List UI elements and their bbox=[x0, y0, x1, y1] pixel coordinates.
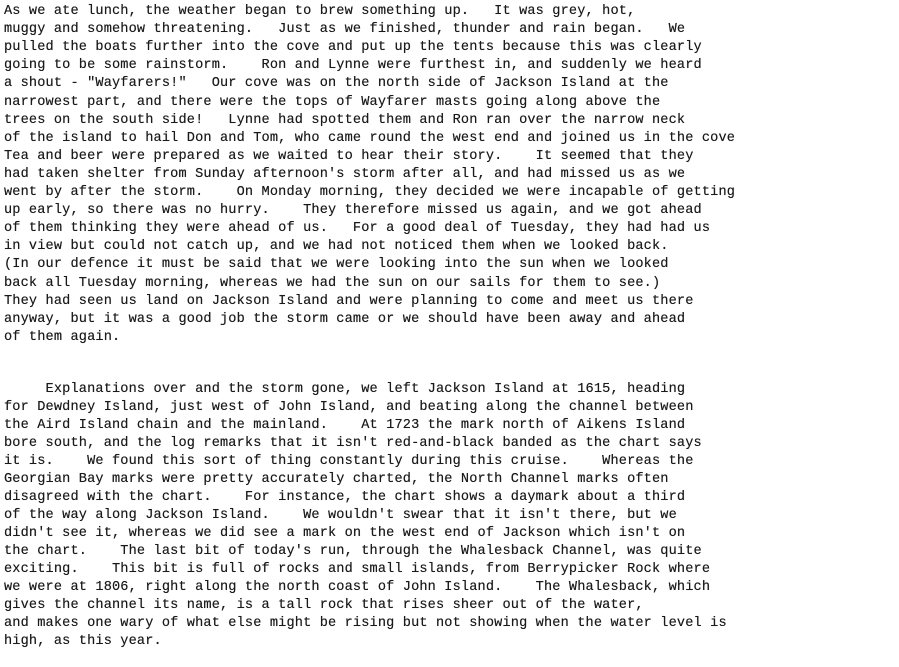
text-line: had taken shelter from Sunday afternoon's storm after all, and had missed us as we bbox=[4, 166, 686, 182]
text-line: of the way along Jackson Island. We wouldn't swear that it isn't there, but we bbox=[4, 508, 677, 523]
text-line: and makes one wary of what else might be rising but not showing when the water level is bbox=[4, 616, 727, 631]
text-line: going to be some rainstorm. Ron and Lynne were furthest in, and suddenly we heard bbox=[4, 58, 702, 74]
text-line: in view but could not catch up, and we had not noticed them when we looked back. bbox=[4, 239, 669, 255]
text-line: back all Tuesday morning, whereas we had the sun on our sails for them to see.) bbox=[4, 275, 661, 291]
text-line: we were at 1806, right along the north coast of John Island. The Whalesback, which bbox=[4, 580, 711, 595]
text-line: a shout - "Wayfarers!" Our cove was on the north side of Jackson Island at the bbox=[4, 76, 669, 92]
text-line: of them again. bbox=[4, 329, 121, 345]
text-line: the Aird Island chain and the mainland. At 1723 the mark north of Aikens Island bbox=[4, 418, 686, 433]
text-line: Tea and beer were prepared as we waited to hear their story. It seemed that they bbox=[4, 148, 694, 164]
text-line: Explanations over and the storm gone, we left Jackson Island at 1615, heading bbox=[4, 382, 686, 397]
text-line: for Dewdney Island, just west of John Island, and beating along the channel between bbox=[4, 400, 694, 415]
text-line: trees on the south side! Lynne had spotted them and Ron ran over the narrow neck bbox=[4, 112, 686, 128]
text-line: Georgian Bay marks were pretty accurately charted, the North Channel marks often bbox=[4, 472, 669, 487]
text-line: anyway, but it was a good job the storm came or we should have been away and ahead bbox=[4, 311, 686, 327]
text-line: narrowest part, and there were the tops of Wayfarer masts going along above the bbox=[4, 94, 661, 110]
text-line: pulled the boats further into the cove and put up the tents because this was clearly bbox=[4, 40, 702, 56]
text-line: gives the channel its name, is a tall rock that rises sheer out of the water, bbox=[4, 598, 644, 613]
text-line: didn't see it, whereas we did see a mark on the west end of Jackson which isn't on bbox=[4, 526, 686, 541]
text-line: muggy and somehow threatening. Just as we finished, thunder and rain began. We bbox=[4, 22, 686, 38]
text-line: of them thinking they were ahead of us. For a good deal of Tuesday, they had had us bbox=[4, 221, 711, 237]
text-line: went by after the storm. On Monday morning, they decided we were incapable of getting bbox=[4, 185, 736, 200]
text-line: the chart. The last bit of today's run, through the Whalesback Channel, was quite bbox=[4, 544, 702, 559]
text-line: exciting. This bit is full of rocks and small islands, from Berrypicker Rock where bbox=[4, 562, 711, 577]
text-line: up early, so there was no hurry. They therefore missed us again, and we got ahead bbox=[4, 203, 702, 219]
text-line: of the island to hail Don and Tom, who came round the west end and joined us in the cove bbox=[4, 130, 736, 146]
text-line: (In our defence it must be said that we were looking into the sun when we looked bbox=[4, 257, 669, 273]
text-line: it is. We found this sort of thing constantly during this cruise. Whereas the bbox=[4, 454, 694, 469]
text-line: high, as this year. bbox=[4, 634, 162, 649]
text-line: They had seen us land on Jackson Island and were planning to come and meet us there bbox=[4, 293, 694, 309]
text-line: bore south, and the log remarks that it isn't red-and-black banded as the chart says bbox=[4, 436, 702, 451]
text-line: disagreed with the chart. For instance, the chart shows a daymark about a third bbox=[4, 490, 686, 505]
text-line: As we ate lunch, the weather began to brew something up. It was grey, hot, bbox=[4, 4, 636, 19]
